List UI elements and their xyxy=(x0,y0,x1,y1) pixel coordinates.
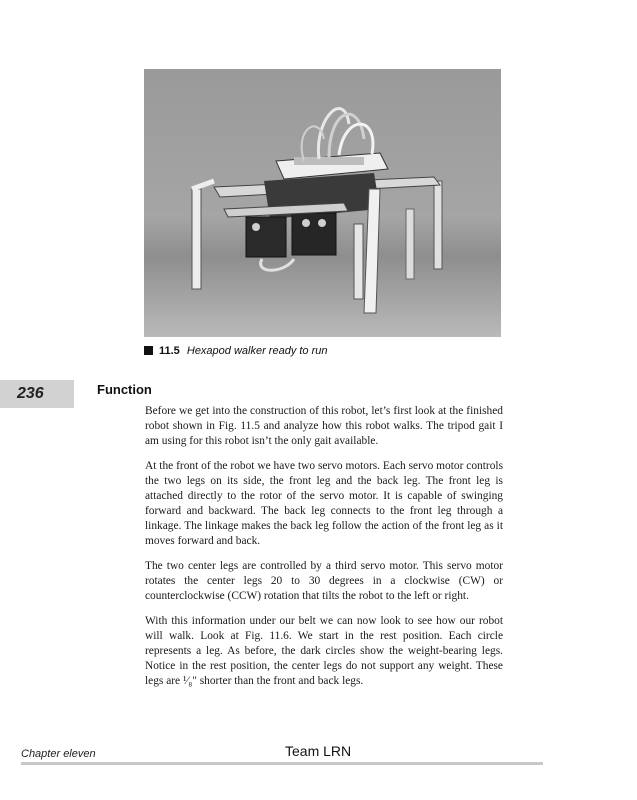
figure-photo xyxy=(144,69,501,337)
figure-number: 11.5 xyxy=(159,345,180,357)
robot-photo-icon xyxy=(144,69,501,337)
caption-marker-icon xyxy=(144,346,153,355)
footer-chapter: Chapter eleven xyxy=(21,748,96,760)
paragraph: The two center legs are controlled by a third servo motor. This servo motor rotates the center legs 20 to 30 degrees in a clockwise (CW) or counterclockwise (CCW) rotation that tilts the robot to the left or right. xyxy=(145,559,503,603)
paragraph: With this information under our belt we can now look to see how our robot will walk. Look at Fig. 11.6. We start in the rest position. Each circle represents a leg. As before, the dark circles show the weight-bearing legs. Notice in the rest position, the center legs do not support any weight. These legs are ¹⁄₈" shorter than the front and back legs. xyxy=(145,614,503,687)
figure-caption xyxy=(144,345,328,357)
page-number: 236 xyxy=(17,385,44,402)
section-heading: Function xyxy=(97,382,152,397)
figure-caption-text: Hexapod walker ready to run xyxy=(186,345,328,357)
footer-divider xyxy=(21,762,543,765)
body-text xyxy=(145,404,503,699)
paragraph: Before we get into the construction of this robot, let’s first look at the finished robot shown in Fig. 11.5 and analyze how this robot walks. The tripod gait I am using for this robot isn’t the only gait available. xyxy=(145,405,503,448)
paragraph: At the front of the robot we have two servo motors. Each servo motor controls the two legs on its side, the front leg and the back leg. The front leg is attached directly to the rotor of the servo motor. It is capable of swinging forward and backward. The back leg connects to the front leg through a linkage. The linkage makes the back leg follow the action of the front leg as it moves forward and back. xyxy=(145,459,503,548)
footer-team: Team LRN xyxy=(285,743,352,759)
